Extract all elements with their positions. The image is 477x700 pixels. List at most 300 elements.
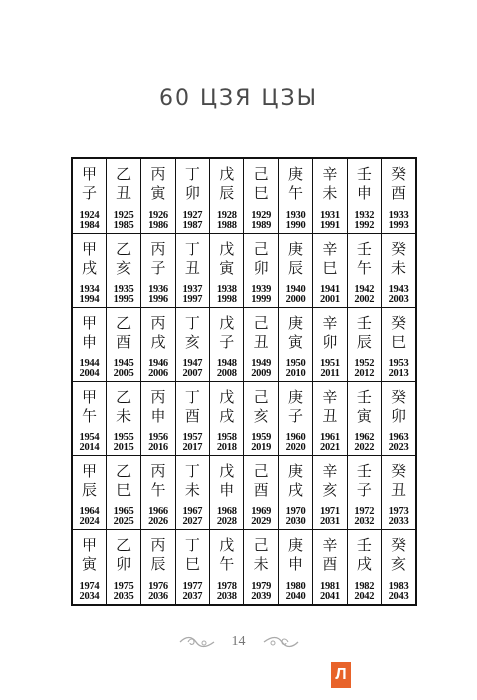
year-first: 1954 xyxy=(79,432,100,444)
earthly-branch: 寅 xyxy=(150,184,166,202)
heavenly-stem: 己 xyxy=(253,313,269,332)
publisher-logo: Л xyxy=(331,662,351,688)
cell-years xyxy=(348,507,381,527)
cycle-cell xyxy=(313,456,347,530)
year-first: 1939 xyxy=(251,283,272,295)
year-second: 2012 xyxy=(354,367,375,379)
heavenly-stem: 辛 xyxy=(322,239,338,258)
heavenly-stem: 癸 xyxy=(391,387,407,406)
year-second: 2024 xyxy=(79,516,100,528)
cell-years xyxy=(382,507,415,527)
heavenly-stem: 戊 xyxy=(219,165,235,183)
table-row xyxy=(72,158,416,233)
cell-years xyxy=(244,359,277,379)
heavenly-stem: 己 xyxy=(253,536,269,555)
year-first: 1928 xyxy=(216,209,237,221)
cycle-cell xyxy=(347,233,381,307)
cell-years xyxy=(141,359,174,379)
cycle-cell xyxy=(347,456,381,530)
cell-characters xyxy=(279,240,312,278)
cell-characters xyxy=(176,240,209,278)
heavenly-stem: 庚 xyxy=(288,536,304,555)
earthly-branch: 申 xyxy=(288,555,304,574)
year-second: 2003 xyxy=(388,293,409,305)
cell-years xyxy=(244,285,277,305)
cell-years xyxy=(313,507,346,527)
cycle-cell xyxy=(278,381,312,455)
earthly-branch: 卯 xyxy=(253,258,269,277)
year-second: 1988 xyxy=(216,219,237,231)
year-second: 2026 xyxy=(148,516,168,528)
year-second: 2025 xyxy=(113,516,134,528)
heavenly-stem: 甲 xyxy=(81,165,97,183)
cell-characters xyxy=(176,314,209,352)
cycle-cell xyxy=(382,158,416,233)
heavenly-stem: 甲 xyxy=(81,313,97,332)
year-first: 1974 xyxy=(79,581,100,592)
year-first: 1966 xyxy=(148,506,168,518)
year-first: 1942 xyxy=(354,283,375,295)
year-first: 1925 xyxy=(113,209,134,221)
heavenly-stem: 乙 xyxy=(116,536,132,555)
earthly-branch: 午 xyxy=(356,258,372,277)
heavenly-stem: 丙 xyxy=(150,536,166,555)
year-second: 2009 xyxy=(251,367,272,379)
heavenly-stem: 丁 xyxy=(184,387,200,406)
heavenly-stem: 甲 xyxy=(81,536,97,555)
cell-years xyxy=(176,507,209,527)
cell-years xyxy=(141,211,174,231)
cycle-cell xyxy=(244,307,278,381)
cycle-cell xyxy=(313,307,347,381)
earthly-branch: 午 xyxy=(288,184,304,202)
heavenly-stem: 壬 xyxy=(356,387,372,406)
cycle-cell xyxy=(141,158,175,233)
earthly-branch: 未 xyxy=(253,555,269,574)
earthly-branch: 亥 xyxy=(322,481,338,500)
cell-years xyxy=(348,285,381,305)
cycle-cell xyxy=(175,307,209,381)
year-first: 1950 xyxy=(285,357,306,369)
earthly-branch: 子 xyxy=(81,184,97,202)
year-second: 2032 xyxy=(354,516,375,528)
year-second: 2017 xyxy=(182,442,203,454)
cell-characters xyxy=(210,388,243,426)
year-second: 2036 xyxy=(148,591,168,602)
cell-years xyxy=(210,285,243,305)
cell-years xyxy=(73,507,106,527)
cell-characters xyxy=(348,314,381,352)
cycle-cell xyxy=(278,456,312,530)
earthly-branch: 申 xyxy=(356,184,372,202)
year-first: 1955 xyxy=(113,432,134,444)
year-first: 1932 xyxy=(354,209,375,221)
earthly-branch: 酉 xyxy=(391,184,407,202)
cell-characters xyxy=(107,240,140,278)
heavenly-stem: 丁 xyxy=(184,462,200,481)
cell-characters xyxy=(348,165,381,203)
year-first: 1977 xyxy=(182,581,203,592)
cycle-cell xyxy=(141,307,175,381)
cycle-cell xyxy=(72,381,106,455)
cycle-cell xyxy=(106,530,140,605)
cycle-cell xyxy=(175,381,209,455)
heavenly-stem: 丁 xyxy=(184,239,200,258)
year-second: 2037 xyxy=(182,591,203,602)
year-second: 1999 xyxy=(251,293,272,305)
year-second: 1997 xyxy=(182,293,203,305)
cell-years xyxy=(382,359,415,379)
cell-characters xyxy=(244,388,277,426)
heavenly-stem: 乙 xyxy=(116,313,132,332)
cycle-cell xyxy=(106,158,140,233)
year-first: 1924 xyxy=(79,209,100,221)
cycle-cell xyxy=(347,381,381,455)
earthly-branch: 辰 xyxy=(219,184,235,202)
year-second: 2018 xyxy=(216,442,237,454)
cell-characters xyxy=(244,462,277,500)
earthly-branch: 巳 xyxy=(184,555,200,574)
year-second: 2020 xyxy=(285,442,306,454)
year-second: 2023 xyxy=(388,442,409,454)
cell-characters xyxy=(382,240,415,278)
heavenly-stem: 丁 xyxy=(184,536,200,555)
earthly-branch: 戌 xyxy=(150,332,166,351)
cell-years xyxy=(141,433,174,453)
year-second: 2027 xyxy=(182,516,203,528)
year-second: 2007 xyxy=(182,367,203,379)
earthly-branch: 未 xyxy=(116,406,132,425)
heavenly-stem: 戊 xyxy=(219,387,235,406)
cycle-cell xyxy=(141,530,175,605)
cell-characters xyxy=(107,388,140,426)
cell-years xyxy=(348,582,381,602)
earthly-branch: 寅 xyxy=(81,555,97,574)
year-first: 1944 xyxy=(79,357,100,369)
cycle-cell xyxy=(244,158,278,233)
cycle-cell xyxy=(382,456,416,530)
cell-characters xyxy=(210,314,243,352)
year-second: 1993 xyxy=(388,219,409,231)
cell-characters xyxy=(176,462,209,500)
earthly-branch: 丑 xyxy=(322,406,338,425)
earthly-branch: 卯 xyxy=(184,184,200,202)
cycle-cell xyxy=(175,530,209,605)
earthly-branch: 亥 xyxy=(116,258,132,277)
cell-years xyxy=(244,211,277,231)
cell-years xyxy=(244,507,277,527)
cycle-cell xyxy=(106,456,140,530)
year-first: 1959 xyxy=(251,432,272,444)
year-second: 2033 xyxy=(388,516,409,528)
cell-years xyxy=(73,359,106,379)
year-first: 1967 xyxy=(182,506,203,518)
cell-years xyxy=(210,211,243,231)
year-second: 1986 xyxy=(148,219,168,231)
cycle-cell xyxy=(210,381,244,455)
heavenly-stem: 壬 xyxy=(356,536,372,555)
cell-years xyxy=(107,285,140,305)
cell-characters xyxy=(382,314,415,352)
heavenly-stem: 壬 xyxy=(356,462,372,481)
year-first: 1963 xyxy=(388,432,409,444)
year-second: 1987 xyxy=(182,219,203,231)
year-first: 1927 xyxy=(182,209,203,221)
table-row xyxy=(72,456,416,530)
year-second: 2029 xyxy=(251,516,272,528)
cell-years xyxy=(176,359,209,379)
cell-characters xyxy=(244,314,277,352)
cycle-cell xyxy=(313,158,347,233)
cell-characters xyxy=(107,165,140,203)
heavenly-stem: 甲 xyxy=(81,462,97,481)
earthly-branch: 卯 xyxy=(322,332,338,351)
earthly-branch: 未 xyxy=(184,481,200,500)
year-second: 2005 xyxy=(113,367,134,379)
cycle-cell xyxy=(278,158,312,233)
cell-characters xyxy=(141,314,174,352)
heavenly-stem: 癸 xyxy=(391,536,407,555)
cell-years xyxy=(279,285,312,305)
earthly-branch: 戌 xyxy=(81,258,97,277)
cell-years xyxy=(141,285,174,305)
heavenly-stem: 庚 xyxy=(288,239,304,258)
cycle-cell xyxy=(210,307,244,381)
cell-years xyxy=(107,211,140,231)
year-first: 1949 xyxy=(251,357,272,369)
cell-characters xyxy=(176,165,209,203)
cell-characters xyxy=(244,240,277,278)
year-second: 2022 xyxy=(354,442,375,454)
year-second: 2035 xyxy=(113,591,134,602)
heavenly-stem: 己 xyxy=(253,387,269,406)
year-second: 2030 xyxy=(285,516,306,528)
earthly-branch: 丑 xyxy=(253,332,269,351)
cycle-cell xyxy=(175,158,209,233)
heavenly-stem: 辛 xyxy=(322,387,338,406)
heavenly-stem: 乙 xyxy=(116,239,132,258)
cell-characters xyxy=(73,388,106,426)
cell-years xyxy=(244,433,277,453)
year-second: 2043 xyxy=(388,591,409,602)
year-first: 1961 xyxy=(320,432,340,444)
heavenly-stem: 辛 xyxy=(322,462,338,481)
year-first: 1952 xyxy=(354,357,375,369)
cycle-cell xyxy=(106,307,140,381)
cycle-cell xyxy=(175,456,209,530)
earthly-branch: 酉 xyxy=(322,555,338,574)
heavenly-stem: 壬 xyxy=(356,165,372,183)
cell-characters xyxy=(244,536,277,574)
year-second: 2015 xyxy=(113,442,134,454)
cycle-cell xyxy=(106,381,140,455)
cell-characters xyxy=(107,314,140,352)
earthly-branch: 戌 xyxy=(356,555,372,574)
cell-characters xyxy=(313,314,346,352)
cycle-cell xyxy=(210,456,244,530)
heavenly-stem: 癸 xyxy=(391,462,407,481)
cycle-cell xyxy=(382,381,416,455)
cell-characters xyxy=(279,462,312,500)
cell-characters xyxy=(107,462,140,500)
cell-years xyxy=(244,582,277,602)
heavenly-stem: 甲 xyxy=(81,387,97,406)
cell-characters xyxy=(141,388,174,426)
year-second: 2013 xyxy=(388,367,409,379)
heavenly-stem: 戊 xyxy=(219,536,235,555)
year-first: 1968 xyxy=(216,506,237,518)
earthly-branch: 酉 xyxy=(116,332,132,351)
year-first: 1983 xyxy=(388,581,409,592)
earthly-branch: 申 xyxy=(150,406,166,425)
cell-years xyxy=(176,582,209,602)
heavenly-stem: 戊 xyxy=(219,462,235,481)
heavenly-stem: 庚 xyxy=(288,165,304,183)
cell-characters xyxy=(210,536,243,574)
earthly-branch: 寅 xyxy=(288,332,304,351)
year-second: 2011 xyxy=(320,367,340,379)
table-row xyxy=(72,307,416,381)
cell-years xyxy=(313,285,346,305)
year-first: 1969 xyxy=(251,506,272,518)
year-first: 1964 xyxy=(79,506,100,518)
year-first: 1929 xyxy=(251,209,272,221)
earthly-branch: 巳 xyxy=(391,332,407,351)
year-second: 1989 xyxy=(251,219,272,231)
cell-characters xyxy=(348,240,381,278)
cell-characters xyxy=(244,165,277,203)
year-second: 2004 xyxy=(79,367,100,379)
earthly-branch: 丑 xyxy=(116,184,132,202)
earthly-branch: 寅 xyxy=(356,406,372,425)
cell-characters xyxy=(210,462,243,500)
earthly-branch: 巳 xyxy=(116,481,132,500)
year-first: 1972 xyxy=(354,506,375,518)
cell-characters xyxy=(382,536,415,574)
cell-years xyxy=(73,285,106,305)
cell-characters xyxy=(141,536,174,574)
cell-characters xyxy=(210,165,243,203)
heavenly-stem: 己 xyxy=(253,462,269,481)
year-first: 1980 xyxy=(285,581,306,592)
cycle-cell xyxy=(72,456,106,530)
cell-characters xyxy=(313,462,346,500)
heavenly-stem: 丙 xyxy=(150,239,166,258)
earthly-branch: 亥 xyxy=(253,406,269,425)
cell-years xyxy=(348,359,381,379)
heavenly-stem: 癸 xyxy=(391,313,407,332)
table-row xyxy=(72,530,416,605)
cycle-cell xyxy=(382,233,416,307)
cell-characters xyxy=(279,165,312,203)
year-first: 1931 xyxy=(320,209,340,221)
cell-years xyxy=(210,582,243,602)
cycle-cell xyxy=(210,233,244,307)
year-second: 2031 xyxy=(320,516,340,528)
earthly-branch: 丑 xyxy=(184,258,200,277)
cycle-cell xyxy=(382,530,416,605)
heavenly-stem: 乙 xyxy=(116,462,132,481)
cell-years xyxy=(313,433,346,453)
earthly-branch: 寅 xyxy=(219,258,235,277)
cell-years xyxy=(279,582,312,602)
year-first: 1965 xyxy=(113,506,134,518)
year-first: 1979 xyxy=(251,581,272,592)
year-second: 1985 xyxy=(113,219,134,231)
cycle-cell xyxy=(347,530,381,605)
cell-characters xyxy=(382,165,415,203)
cell-characters xyxy=(73,314,106,352)
cell-characters xyxy=(348,536,381,574)
year-second: 2028 xyxy=(216,516,237,528)
earthly-branch: 子 xyxy=(150,258,166,277)
cell-characters xyxy=(382,388,415,426)
cell-characters xyxy=(141,165,174,203)
cell-years xyxy=(279,211,312,231)
heavenly-stem: 丁 xyxy=(184,165,200,183)
heavenly-stem: 甲 xyxy=(81,239,97,258)
heavenly-stem: 丙 xyxy=(150,165,166,183)
year-first: 1947 xyxy=(182,357,203,369)
cell-characters xyxy=(348,462,381,500)
cell-characters xyxy=(313,240,346,278)
cell-years xyxy=(107,433,140,453)
cell-characters xyxy=(176,388,209,426)
cycle-cell xyxy=(175,233,209,307)
earthly-branch: 丑 xyxy=(391,481,407,500)
earthly-branch: 子 xyxy=(288,406,304,425)
heavenly-stem: 庚 xyxy=(288,462,304,481)
year-second: 1998 xyxy=(216,293,237,305)
year-first: 1970 xyxy=(285,506,306,518)
heavenly-stem: 丙 xyxy=(150,387,166,406)
heavenly-stem: 辛 xyxy=(322,536,338,555)
year-second: 2042 xyxy=(354,591,375,602)
earthly-branch: 午 xyxy=(219,555,235,574)
cell-characters xyxy=(73,165,106,203)
cell-years xyxy=(382,211,415,231)
cell-years xyxy=(279,507,312,527)
earthly-branch: 辰 xyxy=(288,258,304,277)
earthly-branch: 巳 xyxy=(253,184,269,202)
cell-years xyxy=(348,211,381,231)
year-second: 2002 xyxy=(354,293,375,305)
cycle-cell xyxy=(278,233,312,307)
cell-years xyxy=(210,359,243,379)
year-second: 2016 xyxy=(148,442,168,454)
cell-characters xyxy=(279,314,312,352)
year-second: 2041 xyxy=(320,591,340,602)
earthly-branch: 亥 xyxy=(184,332,200,351)
heavenly-stem: 戊 xyxy=(219,313,235,332)
cycle-cell xyxy=(278,530,312,605)
cell-years xyxy=(210,507,243,527)
cell-years xyxy=(73,211,106,231)
year-first: 1981 xyxy=(320,581,340,592)
year-second: 2008 xyxy=(216,367,237,379)
year-first: 1978 xyxy=(216,581,237,592)
year-second: 2021 xyxy=(320,442,340,454)
cell-characters xyxy=(73,240,106,278)
earthly-branch: 未 xyxy=(322,184,338,202)
cycle-cell xyxy=(244,381,278,455)
year-first: 1962 xyxy=(354,432,375,444)
cell-years xyxy=(382,433,415,453)
cell-years xyxy=(107,582,140,602)
cycle-cell xyxy=(106,233,140,307)
cycle-cell xyxy=(244,233,278,307)
page-title: 60 ЦЗЯ ЦЗЫ xyxy=(158,86,319,111)
